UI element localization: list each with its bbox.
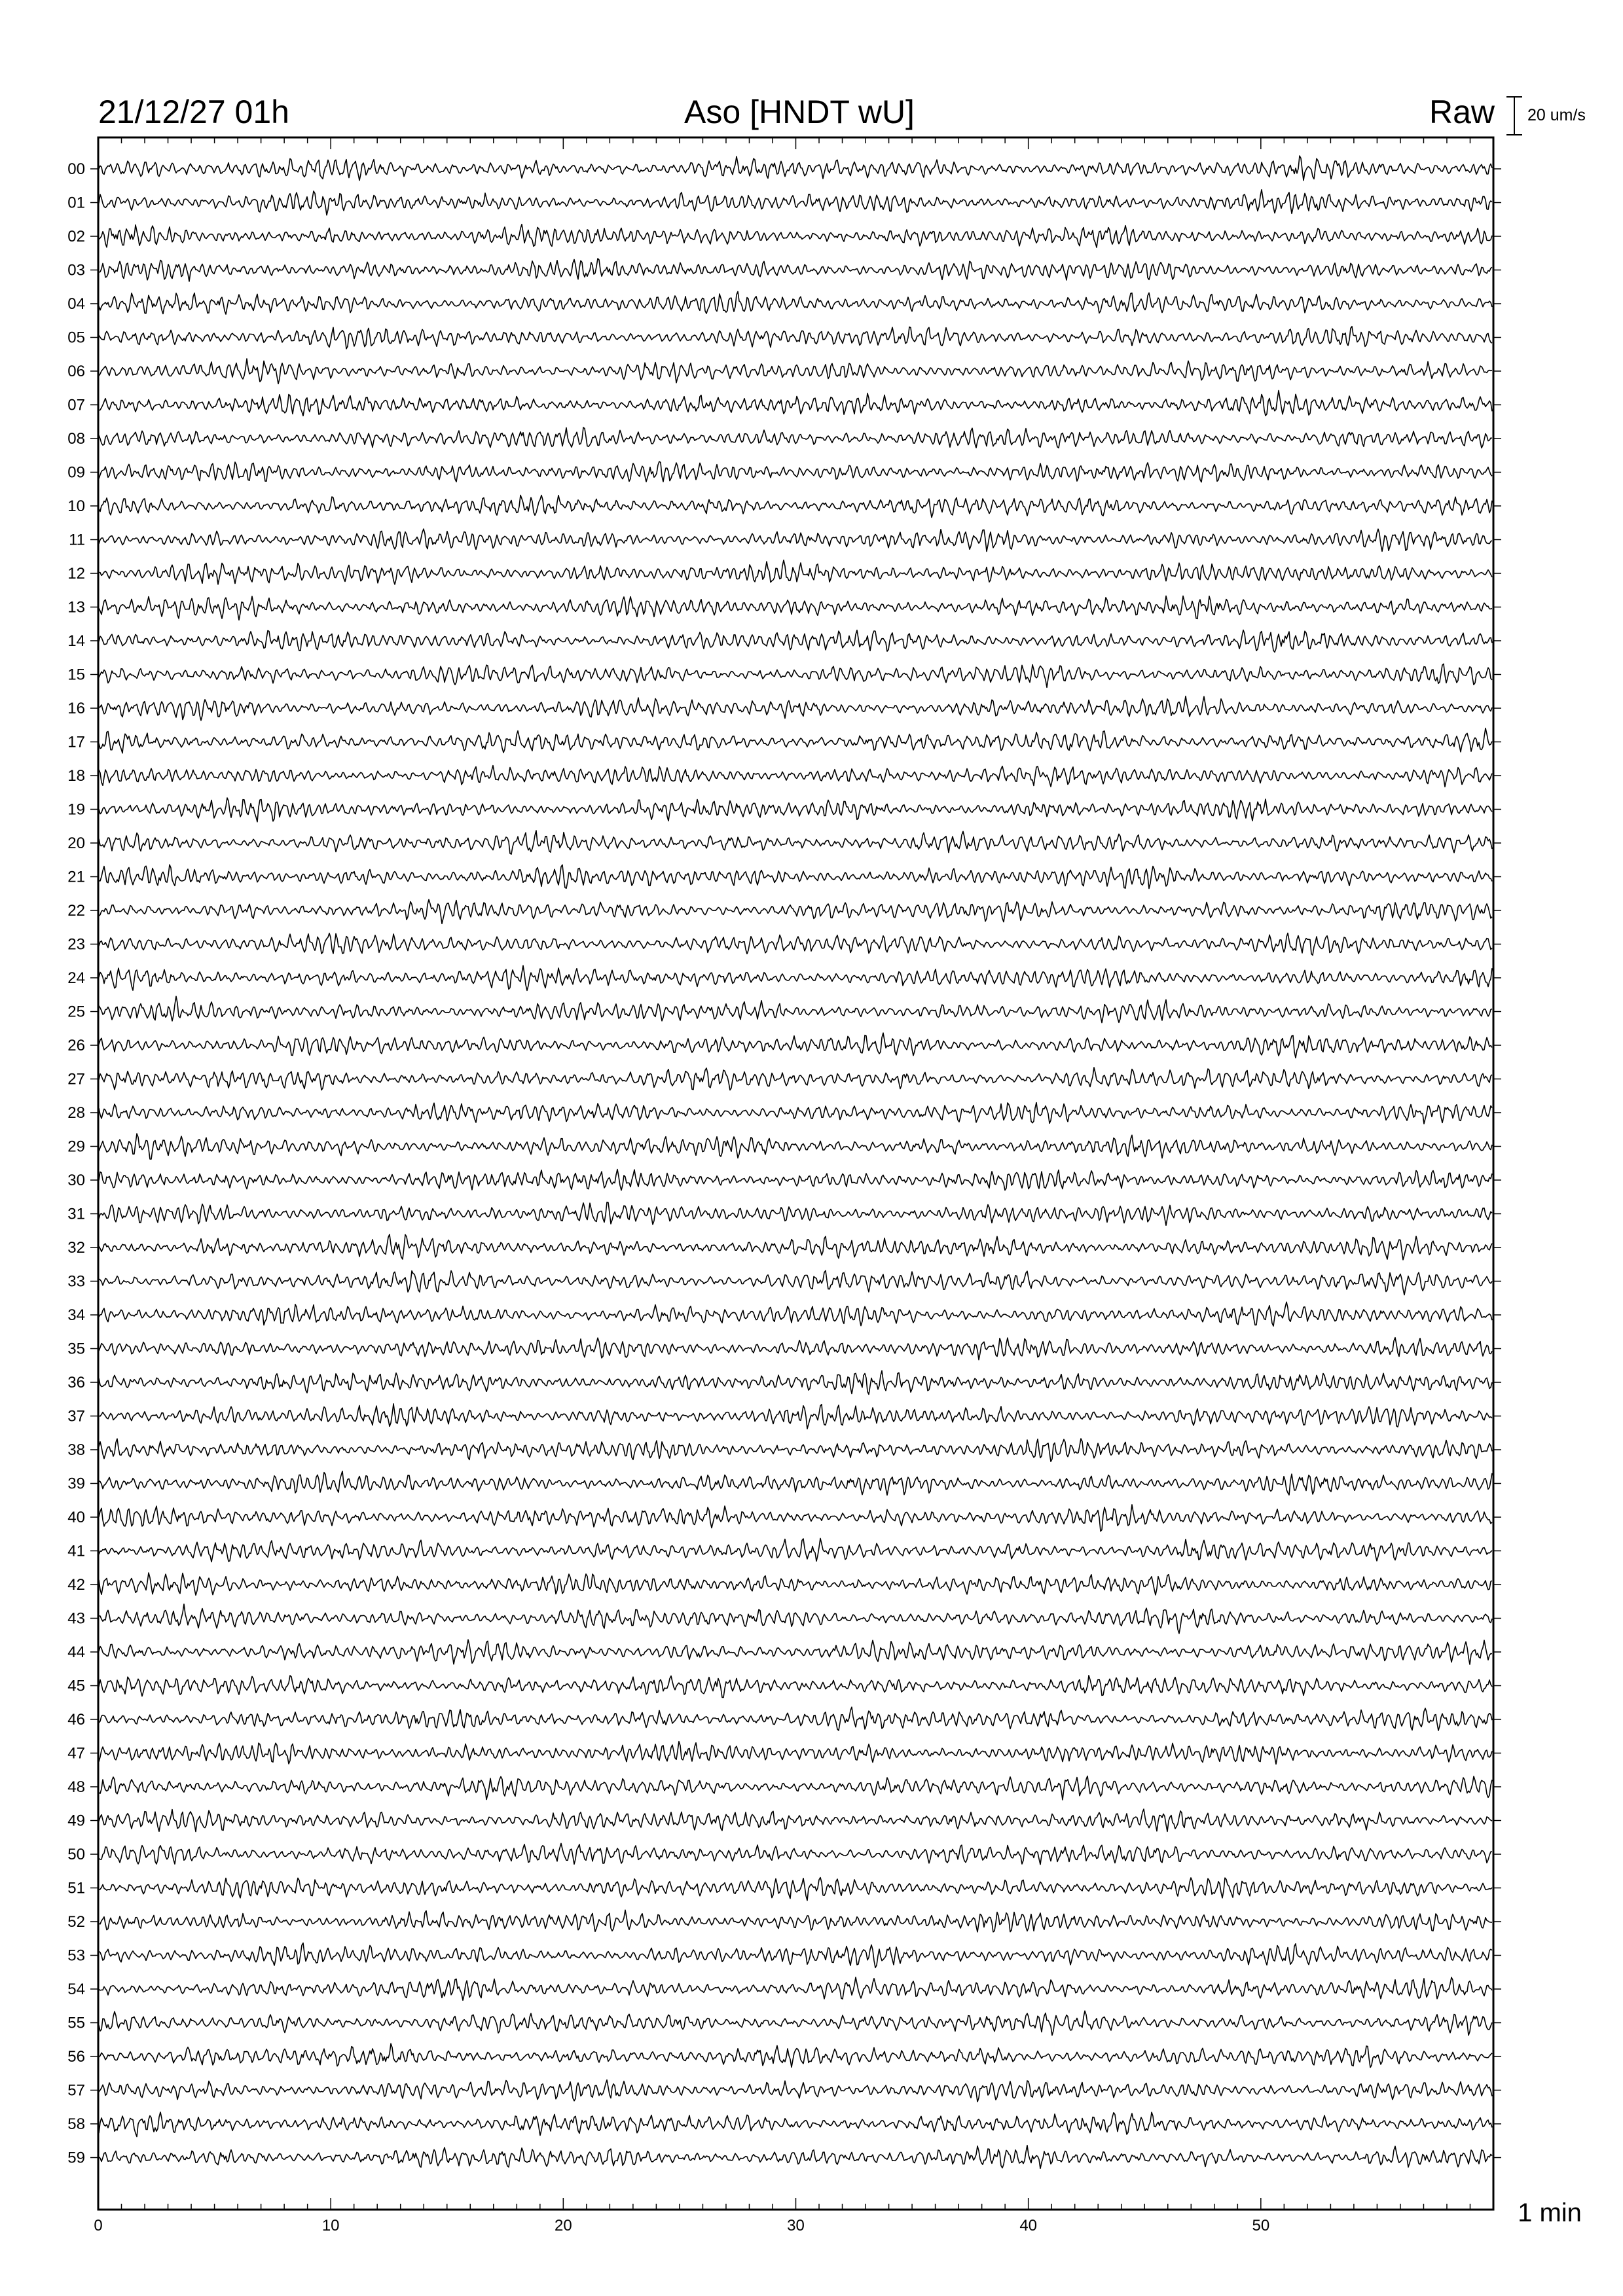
trace-line xyxy=(99,865,1492,888)
trace-line xyxy=(99,1067,1492,1090)
row-label: 35 xyxy=(67,1340,85,1358)
trace-line xyxy=(99,327,1492,349)
trace-line xyxy=(99,1371,1492,1394)
row-label: 00 xyxy=(67,160,85,178)
row-label: 49 xyxy=(67,1812,85,1830)
trace-line xyxy=(99,1910,1492,1932)
trace-line xyxy=(99,1404,1492,1429)
row-label: 13 xyxy=(67,598,85,617)
trace-line xyxy=(99,664,1492,687)
trace-line xyxy=(99,1538,1492,1562)
trace-line xyxy=(99,1302,1492,1326)
row-label: 57 xyxy=(67,2081,85,2100)
row-label: 26 xyxy=(67,1037,85,1054)
trace-line xyxy=(99,1270,1492,1295)
row-label: 05 xyxy=(67,329,85,347)
amplitude-scale-bar xyxy=(1506,97,1522,135)
row-labels xyxy=(67,160,1501,2167)
row-label: 53 xyxy=(67,1946,85,1965)
row-label: 50 xyxy=(67,1846,85,1863)
trace-line xyxy=(99,2011,1492,2035)
row-label: 06 xyxy=(67,363,85,380)
row-label: 37 xyxy=(67,1407,85,1426)
trace-line xyxy=(99,996,1492,1022)
row-label: 51 xyxy=(67,1879,85,1897)
row-label: 54 xyxy=(67,1981,85,1998)
row-label: 19 xyxy=(67,800,85,819)
trace-line xyxy=(99,1809,1492,1831)
trace-line xyxy=(99,224,1492,247)
row-label: 10 xyxy=(67,497,85,515)
trace-line xyxy=(99,1134,1492,1159)
row-label: 48 xyxy=(67,1778,85,1796)
plot-frame xyxy=(98,137,1493,2210)
trace-line xyxy=(99,1707,1492,1731)
row-label: 08 xyxy=(67,430,85,448)
trace-line xyxy=(99,766,1492,787)
row-label: 59 xyxy=(67,2149,85,2167)
trace-line xyxy=(99,696,1492,721)
row-label: 33 xyxy=(67,1272,85,1291)
trace-line xyxy=(99,259,1492,281)
x-tick-label: 10 xyxy=(321,2217,340,2234)
x-axis-labels xyxy=(94,2217,1269,2234)
trace-line xyxy=(99,1943,1492,1968)
trace-line xyxy=(99,2145,1492,2168)
amplitude-scale-label: 20 um/s xyxy=(1527,106,1586,124)
row-label: 04 xyxy=(67,295,85,313)
row-label: 22 xyxy=(67,902,85,920)
row-label: 16 xyxy=(67,700,85,717)
trace-line xyxy=(99,292,1492,315)
row-label: 23 xyxy=(67,935,85,954)
trace-line xyxy=(99,560,1492,584)
trace-line xyxy=(99,1604,1492,1634)
row-label: 41 xyxy=(67,1542,85,1560)
trace-line xyxy=(99,933,1492,956)
mode-label: Raw xyxy=(1429,94,1495,130)
trace-group xyxy=(99,156,1492,2168)
trace-line xyxy=(99,461,1492,482)
row-label: 55 xyxy=(67,2014,85,2032)
trace-line xyxy=(99,1202,1492,1225)
row-label: 36 xyxy=(67,1374,85,1391)
x-tick-label: 30 xyxy=(787,2217,805,2234)
row-label: 44 xyxy=(67,1643,85,1661)
row-label: 42 xyxy=(67,1576,85,1594)
row-label: 47 xyxy=(67,1744,85,1763)
trace-line xyxy=(99,728,1492,753)
trace-line xyxy=(99,798,1492,822)
trace-line xyxy=(99,1338,1492,1360)
row-label: 11 xyxy=(69,531,85,549)
row-label: 31 xyxy=(67,1205,85,1223)
trace-line xyxy=(99,427,1492,448)
x-tick-label: 50 xyxy=(1252,2217,1270,2234)
trace-line xyxy=(99,1033,1492,1058)
row-label: 58 xyxy=(67,2115,85,2133)
trace-line xyxy=(99,1640,1492,1664)
x-axis-ticks xyxy=(98,137,1493,2210)
trace-line xyxy=(99,1676,1492,1698)
trace-line xyxy=(99,1878,1492,1901)
trace-line xyxy=(99,1843,1492,1864)
row-label: 03 xyxy=(67,261,85,279)
trace-line xyxy=(99,899,1492,924)
row-label: 09 xyxy=(67,463,85,482)
row-label: 18 xyxy=(67,767,85,785)
datetime-label: 21/12/27 01h xyxy=(98,94,289,130)
row-label: 29 xyxy=(67,1138,85,1156)
row-label: 32 xyxy=(67,1239,85,1257)
row-label: 38 xyxy=(67,1441,85,1459)
trace-line xyxy=(99,529,1492,551)
row-label: 07 xyxy=(67,396,85,414)
row-label: 30 xyxy=(67,1172,85,1189)
station-title: Aso [HNDT wU] xyxy=(684,94,915,130)
trace-line xyxy=(99,2112,1492,2137)
x-tick-label: 0 xyxy=(94,2217,103,2234)
trace-line xyxy=(99,1170,1492,1191)
trace-line xyxy=(99,1103,1492,1124)
trace-line xyxy=(99,1776,1492,1800)
trace-line xyxy=(99,391,1492,416)
row-label: 02 xyxy=(67,228,85,245)
row-label: 24 xyxy=(67,969,85,987)
row-label: 56 xyxy=(67,2048,85,2066)
trace-line xyxy=(99,1471,1492,1496)
trace-line xyxy=(99,1742,1492,1765)
row-label: 01 xyxy=(67,194,85,212)
trace-line xyxy=(99,495,1492,518)
trace-line xyxy=(99,630,1492,653)
row-label: 27 xyxy=(67,1070,85,1088)
trace-line xyxy=(99,2043,1492,2067)
row-label: 34 xyxy=(67,1306,85,1324)
row-label: 21 xyxy=(67,868,85,886)
trace-line xyxy=(99,156,1492,181)
row-label: 43 xyxy=(67,1609,85,1628)
row-label: 39 xyxy=(67,1475,85,1493)
row-label: 52 xyxy=(67,1913,85,1931)
x-tick-label: 40 xyxy=(1019,2217,1038,2234)
trace-line xyxy=(99,1977,1492,2000)
row-label: 28 xyxy=(67,1104,85,1122)
row-label: 12 xyxy=(67,565,85,583)
row-label: 17 xyxy=(67,733,85,751)
trace-line xyxy=(99,596,1492,620)
row-label: 45 xyxy=(67,1677,85,1695)
row-label: 40 xyxy=(67,1509,85,1526)
trace-line xyxy=(99,1439,1492,1462)
trace-line xyxy=(99,1234,1492,1260)
trace-line xyxy=(99,1505,1492,1532)
trace-line xyxy=(99,1573,1492,1595)
row-label: 46 xyxy=(67,1711,85,1729)
trace-line xyxy=(99,2080,1492,2102)
row-label: 20 xyxy=(67,834,85,852)
time-unit-label: 1 min xyxy=(1518,2198,1582,2227)
trace-line xyxy=(99,359,1492,384)
trace-line xyxy=(99,831,1492,854)
row-label: 14 xyxy=(67,632,85,650)
row-label: 15 xyxy=(67,666,85,684)
trace-line xyxy=(99,965,1492,990)
trace-line xyxy=(99,190,1492,215)
row-label: 25 xyxy=(67,1003,85,1021)
x-tick-label: 20 xyxy=(554,2217,572,2234)
